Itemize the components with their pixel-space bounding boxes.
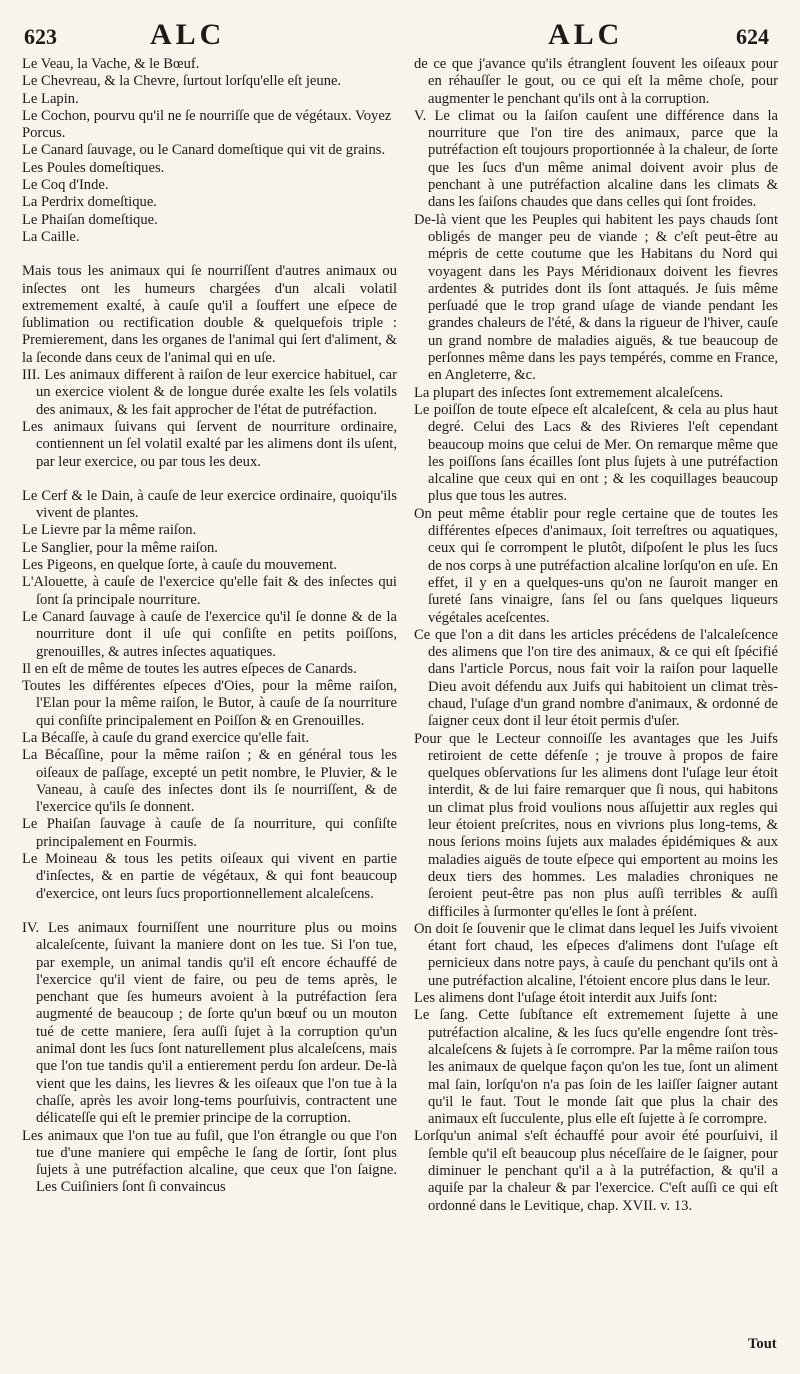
- paragraph: Mais tous les animaux qui ſe nourriſſent d'autres animaux ou inſectes ont les humeurs chargées d'un alcali volatil extremement exalté, à cauſe qu'il a ſouffert une eſpece de ſublimation ou rectification double & quelquefois triple : Premierement, dans les organes de l'animal qui ſert d'aliment, & la ſeconde dans ceux de l'animal qui en uſe.: [22, 263, 397, 366]
- left-column: [22, 56, 397, 1197]
- paragraph: Le Chevreau, & la Chevre, ſurtout lorſqu'elle eſt jeune.: [22, 73, 342, 90]
- paragraph: Toutes les différentes eſpeces d'Oies, pour la même raiſon, l'Elan pour la même raiſon, le Butor, à cauſe de ſa nourriture qui conſiſte principalement en Poiſſon & en Grenouilles.: [22, 678, 397, 729]
- catchword: Tout: [748, 1336, 777, 1352]
- paragraph: La Caille.: [22, 228, 80, 245]
- page-number-right: 624: [736, 24, 769, 49]
- paragraph: Le Sanglier, pour la même raiſon.: [22, 539, 218, 556]
- paragraph: La plupart des inſectes ſont extremement alcaleſcens.: [414, 384, 724, 401]
- paragraph: On doit ſe ſouvenir que le climat dans lequel les Juifs vivoient étant fort chaud, les eſpeces d'alimens dont l'uſage eſt pernicieux dans notre pays, à cauſe du penchant qu'ils ont à une putréfaction alcaline, l'étoient encore plus dans le leur.: [414, 920, 778, 989]
- paragraph: Il en eſt de même de toutes les autres eſpeces de Canards.: [22, 660, 357, 677]
- running-head-left: ALC: [150, 18, 226, 51]
- paragraph: L'Alouette, à cauſe de l'exercice qu'elle fait & des inſectes qui ſont ſa principale nourriture.: [22, 574, 397, 608]
- paragraph: Le poiſſon de toute eſpece eſt alcaleſcent, & cela au plus haut degré. Celui des Lacs & des Rivieres l'eſt cependant beaucoup moins que celui de Mer. On remarque même que les poiſſons ſans écailles ſont plus ſujets à une putréfaction alcaline que ceux qui en ont ; & les coquillages beaucoup plus que tous les autres.: [414, 401, 778, 505]
- paragraph: Le Phaiſan domeſtique.: [22, 211, 158, 228]
- paragraph: Les animaux ſuivans qui ſervent de nourriture ordinaire, contiennent un ſel volatil exalté par les alimens dont ils uſent, par leur exercice, ou par tous les deux.: [22, 418, 397, 470]
- paragraph: La Perdrix domeſtique.: [22, 194, 157, 211]
- paragraph: Le Cochon, pourvu qu'il ne ſe nourriſſe que de végétaux. Voyez Porcus.: [22, 107, 392, 142]
- paragraph: Lorſqu'un animal s'eſt échauffé pour avoir été pourſuivi, il ſemble qu'il eſt beaucoup plus néceſſaire de le ſaigner, pour diminuer le penchant qu'il a à la putréfaction, & qu'il a aquiſe par la chaleur & par l'exercice. C'eſt auſſi ce qui eſt ordonné dans le Levitique, chap. XVII. v. 13.: [414, 1128, 778, 1214]
- paragraph: Le Lievre par la même raiſon.: [22, 522, 197, 539]
- paragraph: Le Moineau & tous les petits oiſeaux qui vivent en partie d'inſectes, & en partie de végétaux, & qui font beaucoup d'exercice, ont leurs ſucs proportionnellement alcaleſcens.: [22, 851, 397, 902]
- paragraph: Les animaux que l'on tue au fuſil, que l'on étrangle ou que l'on tue d'une maniere qui empêche le ſang de ſortir, ſont plus ſujets à une putréfaction alcaline, que ceux que l'on ſaigne. Les Cuiſiniers ſont ſi convaincus: [22, 1127, 397, 1196]
- paragraph: Le Phaiſan ſauvage à cauſe de ſa nourriture, qui conſiſte principalement en Fourmis.: [22, 816, 397, 850]
- paragraph: Le Canard ſauvage à cauſe de l'exercice qu'il ſe donne & de la nourriture dont il uſe qui conſiſte en petits poiſſons, grenouilles, & autres inſectes aquatiques.: [22, 608, 397, 660]
- running-head-right: ALC: [548, 18, 624, 51]
- paragraph: On peut même établir pour regle certaine que de toutes les différentes eſpeces d'animaux, ſoit terreſtres ou aquatiques, ceux qui ſe corrompent le plutôt, diſpoſent le plus les ſucs de nos corps à une putréfaction alcaline lorſqu'on en uſe. En effet, il y en a quelques-uns qu'on ne ſauroit manger en ſureté ſans vinaigre, ſans ſel ou ſans quelques liqueurs végétales aceſcentes.: [414, 505, 778, 626]
- paragraph: IV. Les animaux fourniſſent une nourriture plus ou moins alcaleſcente, ſuivant la maniere dont on les tue. Si l'on tue, par exemple, un animal tandis qu'il eſt encore échauffé de l'exercice qu'il vient de faire, ou peu de tems après, le penchant que ſes humeurs avoient à la putréfaction ſera augmenté de beaucoup ; de ſorte qu'un bœuf ou un mouton tué de cette maniere, ſera auſſi ſujet à la corruption qu'un animal dont les ſucs ſont naturellement plus alcaleſcens, mais que l'on tue tandis qu'il a entierement perdu ſon ardeur. De-là vient que les dains, les lievres & les oiſeaux que l'on tue à la chaſſe, après les avoir long-tems pourſuivis, contractent une délicateſſe qui eſt le premier principe de la corruption.: [22, 919, 397, 1127]
- running-header: [0, 10, 800, 51]
- paragraph: La Bécaſſine, pour la même raiſon ; & en général tous les oiſeaux de paſſage, excepté un petit nombre, le Pluvier, & le Vaneau, à cauſe des inſectes dont ils ſe nourriſſent, & de l'exercice qu'ils ſe donnent.: [22, 747, 397, 816]
- paragraph: Le Lapin.: [22, 90, 79, 107]
- paragraph: De-là vient que les Peuples qui habitent les pays chauds ſont obligés de manger peu de viande ; & c'eſt peut-être au mépris de cette coutume que les Habitans du Nord qui voyagent dans les Pays Méridionaux doivent les fievres ardentes & putrides dont ils ſont attaqués. Je ſuis même perſuadé que le trop grand uſage de viande pendant les grandes chaleurs de l'été, & dans la rigueur de l'hiver, cauſe un grand nombre de maladies aiguës, & tue beaucoup de perſonnes même dans les pays tempérés, comme en France, en Angleterre, &c.: [414, 211, 778, 384]
- paragraph: Les Pigeons, en quelque ſorte, à cauſe du mouvement.: [22, 557, 337, 574]
- paragraph: Le ſang. Cette ſubſtance eſt extremement ſujette à une putréfaction alcaline, & les ſucs qu'elle engendre ſont très-alcaleſcens & ſujets à ſe corrompre. Par la même raiſon tous les animaux de quelque façon qu'on les tue, ſont un aliment mal ſain, lorſqu'on n'a pas ſoin de les laiſſer ſaigner autant qu'il le faut. Tout le monde ſait que plus la chair des animaux eſt ſucculente, plus elle eſt ſujette à ſe corrompre.: [414, 1007, 778, 1128]
- paragraph: Le Veau, la Vache, & le Bœuf.: [22, 56, 200, 72]
- right-column: [414, 56, 778, 1215]
- paragraph: Les Poules domeſtiques.: [22, 159, 165, 176]
- paragraph: de ce que j'avance qu'ils étranglent ſouvent les oiſeaux pour en réhauſſer le gout, ou ce qui eſt la même choſe, pour augmenter le penchant qu'ils ont à la corruption.: [414, 56, 778, 107]
- paragraph: Le Cerf & le Dain, à cauſe de leur exercice ordinaire, quoiqu'ils vivent de plantes.: [22, 487, 397, 522]
- paragraph: III. Les animaux different à raiſon de leur exercice habituel, car un exercice violent & de longue durée exalte les ſels volatils des animaux, & les fait approcher de l'état de putréfaction.: [22, 367, 397, 418]
- page-number-left: 623: [24, 24, 57, 49]
- paragraph: Pour que le Lecteur connoiſſe les avantages que les Juifs retiroient de cette défenſe ; je trouve à propos de faire quelques obſervations ſur les alimens dont l'uſage leur étoit interdit, & de lui faire remarquer que ſi nous, qui habitons un climat plus froid voulions nous aſſujettir aux regles qui leur étoient preſcrites, nous en vivrions plus long-tems, & nous ſerions moins ſujets aux malades épidémiques & aux maladies aiguës de toute eſpece qui emportent au moins les deux tiers des hommes. Les maladies chroniques ne ſeroient peut-être pas non plus auſſi terribles & auſſi difficiles à ſurmonter qu'elles le ſont à préſent.: [414, 730, 778, 920]
- paragraph: Ce que l'on a dit dans les articles précédens de l'alcaleſcence des alimens que l'on tire des animaux, & ce qui eſt ſpécifié dans l'article Porcus, nous fait voir la raiſon pour laquelle Dieu avoit défendu aux Juifs qui habitoient un climat très-chaud, l'uſage d'un grand nombre d'animaux, & ordonné de ſaigner ceux dont il leur étoit permis d'uſer.: [414, 626, 778, 730]
- paragraph: Le Coq d'Inde.: [22, 177, 109, 194]
- paragraph: Les alimens dont l'uſage étoit interdit aux Juifs ſont:: [414, 990, 718, 1007]
- paragraph: Le Canard ſauvage, ou le Canard domeſtique qui vit de grains.: [22, 142, 386, 159]
- paragraph: La Bécaſſe, à cauſe du grand exercice qu'elle fait.: [22, 729, 310, 746]
- paragraph: V. Le climat ou la ſaiſon cauſent une différence dans la nourriture que l'on tire des animaux, parce que la putréfaction eſt toujours proportionnée à la chaleur, de ſorte que les ſucs d'un même animal doivent avoir plus de penchant à une putréfaction alcaline dans les climats & dans les ſaiſons chaudes que dans celles qui ſont froides.: [414, 107, 778, 211]
- header-rule: [22, 50, 778, 51]
